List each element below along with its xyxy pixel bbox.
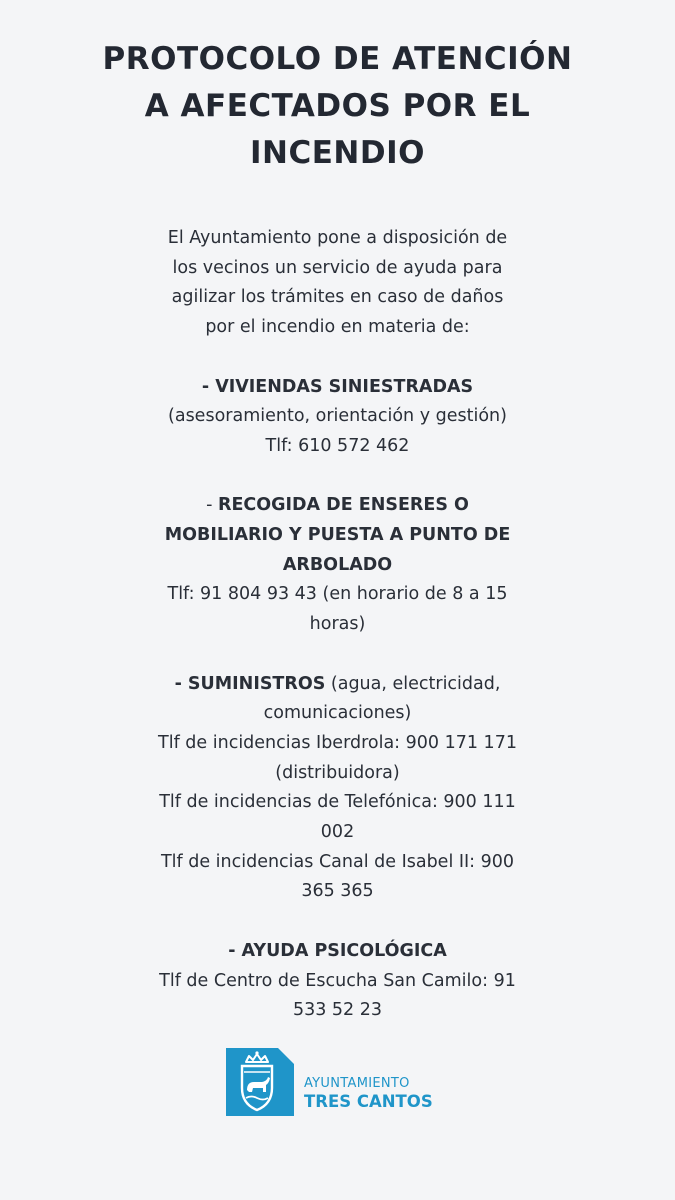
intro-line: agilizar los trámites en caso de daños <box>171 287 504 308</box>
title-line: A AFECTADOS POR EL <box>144 88 531 124</box>
logo-text-ayuntamiento: AYUNTAMIENTO <box>304 1076 410 1091</box>
section-heading-line: MOBILIARIO Y PUESTA A PUNTO DE <box>164 525 511 545</box>
spacer <box>0 640 675 670</box>
phone-line: (distribuidora) <box>275 762 400 783</box>
phone-line: 533 52 23 <box>292 1000 383 1021</box>
section-heading-line: ARBOLADO <box>282 554 393 575</box>
section-heading-line <box>0 670 675 700</box>
section-recogida <box>0 491 675 640</box>
phone-line: Tlf de Centro de Escucha San Camilo: 91 <box>159 970 516 991</box>
section-ayuda <box>0 937 675 1026</box>
heading-text: RECOGIDA DE ENSERES O <box>217 495 469 516</box>
phone-line: Tlf: 610 572 462 <box>265 435 410 456</box>
section-viviendas <box>0 373 675 462</box>
section-heading-line <box>0 491 675 521</box>
section-heading: - VIVIENDAS SINIESTRADAS <box>201 376 474 397</box>
ayuntamiento-logo <box>226 1048 456 1118</box>
phone-line: 002 <box>320 822 355 843</box>
phone-line: Tlf de incidencias de Telefónica: 900 111 <box>159 792 516 813</box>
coat-of-arms-icon <box>226 1048 294 1116</box>
spacer <box>0 462 675 492</box>
phone-line: horas) <box>309 614 366 635</box>
section-detail: (agua, electricidad, <box>325 673 501 694</box>
heading-text: - SUMINISTROS <box>174 673 326 694</box>
spacer <box>0 343 675 373</box>
section-heading: - AYUDA PSICOLÓGICA <box>228 940 447 961</box>
phone-line: 365 365 <box>301 881 374 902</box>
intro-line: por el incendio en materia de: <box>205 317 470 338</box>
heading-prefix: - <box>206 495 218 516</box>
intro-line: los vecinos un servicio de ayuda para <box>172 257 503 278</box>
intro-line: El Ayuntamiento pone a disposición de <box>167 228 508 248</box>
title-line: PROTOCOLO DE ATENCIÓN <box>102 41 573 77</box>
section-detail: comunicaciones) <box>263 703 412 724</box>
spacer <box>0 907 675 937</box>
phone-line: Tlf de incidencias Iberdrola: 900 171 171 <box>158 732 517 753</box>
phone-line: Tlf: 91 804 93 43 (en horario de 8 a 15 <box>167 584 508 605</box>
phone-line: Tlf de incidencias Canal de Isabel II: 900 <box>160 851 515 872</box>
page-title <box>40 36 635 177</box>
title-line: INCENDIO <box>250 135 425 171</box>
document-body <box>0 224 675 1026</box>
section-suministros <box>0 670 675 908</box>
intro-paragraph <box>0 224 675 343</box>
logo-text-tres-cantos: TRES CANTOS <box>304 1092 433 1111</box>
section-detail: (asesoramiento, orientación y gestión) <box>168 406 507 427</box>
